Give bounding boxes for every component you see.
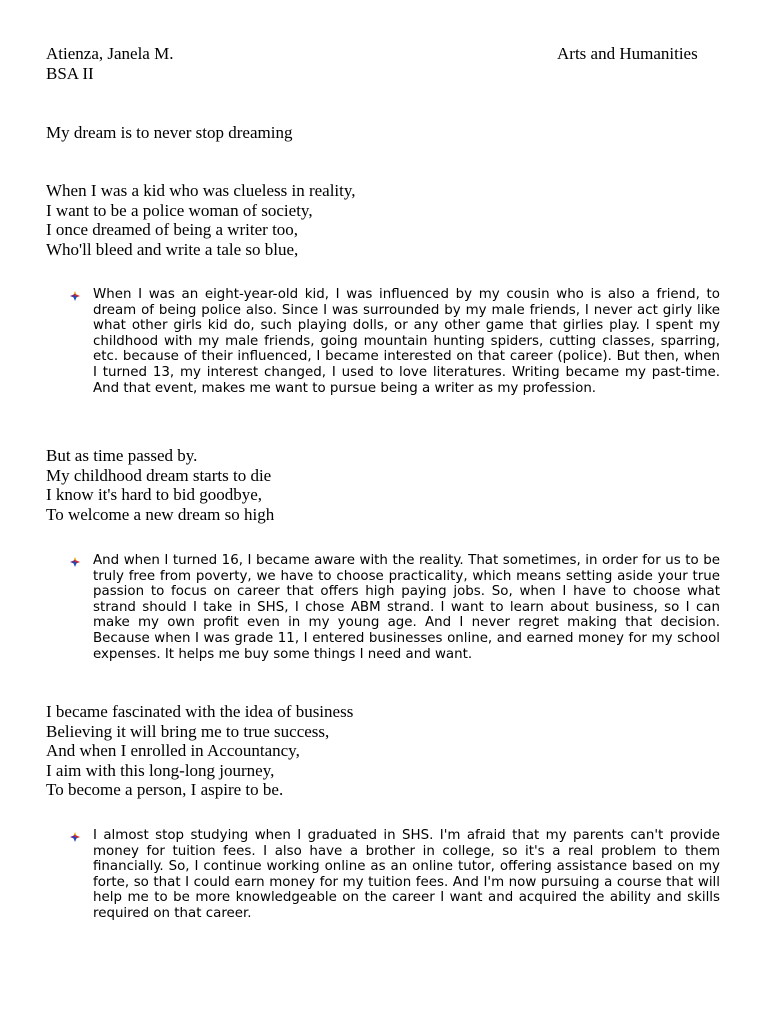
- paragraph-3: [93, 828, 720, 922]
- stanza-line: I want to be a police woman of society,: [46, 200, 313, 220]
- stanza-2: [46, 446, 274, 524]
- stanza-line: To welcome a new dream so high: [46, 504, 275, 524]
- stanza-line: I once dreamed of being a writer too,: [46, 220, 299, 240]
- stanza-line: Believing it will bring me to true success,: [46, 721, 330, 741]
- paragraph-text: I almost stop studying when I graduated in SHS. I'm afraid that my parents can't provide money for tuition fees. I also have a brother in college, so it's a real problem to them financially. So, I continue working online as an online tutor, offering assistance based on my forte, so that I could earn money for my tuition fees. And I'm now pursuing a course that will help me to be more knowledgeable on the career I want and acquired the ability and skills required on that career.: [93, 828, 720, 921]
- subject-label: Arts and Humanities: [557, 44, 698, 63]
- stanza-line: And when I enrolled in Accountancy,: [46, 741, 300, 761]
- stanza-line: I know it's hard to bid goodbye,: [46, 485, 263, 505]
- bullet-icon: [70, 557, 80, 567]
- paragraph-text: And when I turned 16, I became aware with the reality. That sometimes, in order for us to be truly free from poverty, we have to choose practicality, which means setting aside your true passion to focus on career that offers high paying jobs. So, when I have to choose what strand should I take in SHS, I chose ABM strand. I want to learn about business, so I can make my own profit even in my young age. And I never regret making that decision. Because when I was grade 11, I entered businesses online, and earned money for my school expenses. It helps me buy some things I need and want.: [93, 553, 720, 662]
- stanza-3: [46, 702, 353, 800]
- poem-title: My dream is to never stop dreaming: [46, 123, 293, 142]
- stanza-line: My childhood dream starts to die: [46, 465, 272, 485]
- stanza-line: I became fascinated with the idea of business: [46, 702, 354, 721]
- course-level: BSA II: [46, 64, 94, 83]
- paragraph-2: [93, 553, 720, 662]
- stanza-1: [46, 181, 356, 259]
- bullet-icon: [70, 291, 80, 301]
- author-name: Atienza, Janela M.: [46, 44, 174, 63]
- bullet-icon: [70, 832, 80, 842]
- stanza-line: I aim with this long-long journey,: [46, 760, 275, 780]
- stanza-line: Who'll bleed and write a tale so blue,: [46, 239, 299, 259]
- stanza-line: But as time passed by.: [46, 446, 198, 465]
- stanza-line: To become a person, I aspire to be.: [46, 780, 284, 800]
- stanza-line: When I was a kid who was clueless in reality,: [46, 181, 356, 200]
- paragraph-1: [93, 287, 720, 396]
- paragraph-text: When I was an eight-year-old kid, I was influenced by my cousin who is also a friend, to dream of being police also. Since I was surrounded by my male friends, I never act girly like what other girls kid do, such playing dolls, or any other game that girlies play. I spent my childhood with my male friends, going mountain hunting spiders, cutting classes, sparring, etc. because of their influenced, I became interested on that career (police). But then, when I turned 13, my interest changed, I used to love literatures. Writing became my past-time. And that event, makes me want to pursue being a writer as my profession.: [93, 287, 720, 396]
